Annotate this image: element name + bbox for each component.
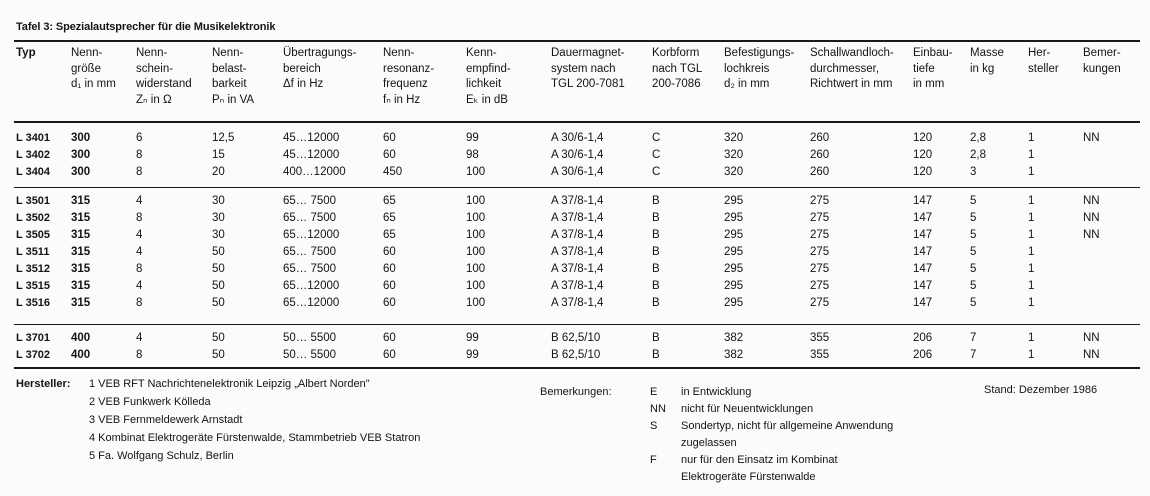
cell-hersteller: 1 (1028, 280, 1035, 292)
cell-schallwandloch: 260 (810, 166, 830, 178)
cell-magnetsystem: A 37/8-1,4 (551, 195, 604, 207)
cell-uebertragungsbereich: 65…12000 (283, 297, 340, 309)
cell-resonanzfrequenz: 60 (383, 297, 396, 309)
bemerkung-text: nicht für Neuentwicklungen (681, 403, 814, 415)
header-typ: Typ (16, 47, 36, 59)
cell-nenngroesse: 315 (71, 246, 91, 258)
cell-bemerkungen: NN (1083, 132, 1100, 144)
cell-typ: L 3404 (16, 166, 51, 178)
cell-uebertragungsbereich: 65… 7500 (283, 195, 337, 207)
cell-bemerkungen: NN (1083, 212, 1100, 224)
cell-korbform: B (652, 297, 660, 309)
header-scheinwiderstand: Nenn- schein- widerstand Zₙ in Ω (136, 47, 192, 106)
header-lochkreis: Befestigungs- lochkreis d₂ in mm (724, 47, 795, 90)
cell-resonanzfrequenz: 60 (383, 132, 396, 144)
cell-belastbarkeit: 15 (212, 149, 225, 161)
cell-kennempfindlichkeit: 100 (466, 280, 486, 292)
cell-korbform: B (652, 280, 660, 292)
cell-einbautiefe: 120 (913, 166, 933, 178)
cell-lochkreis: 382 (724, 332, 744, 344)
cell-kennempfindlichkeit: 100 (466, 297, 486, 309)
cell-kennempfindlichkeit: 99 (466, 349, 479, 361)
cell-magnetsystem: A 37/8-1,4 (551, 263, 604, 275)
cell-schallwandloch: 275 (810, 229, 830, 241)
cell-schallwandloch: 260 (810, 149, 830, 161)
cell-hersteller: 1 (1028, 332, 1035, 344)
cell-magnetsystem: B 62,5/10 (551, 349, 601, 361)
cell-kennempfindlichkeit: 100 (466, 212, 486, 224)
cell-scheinwiderstand: 8 (136, 212, 143, 224)
cell-bemerkungen: NN (1083, 349, 1100, 361)
cell-korbform: C (652, 166, 661, 178)
cell-schallwandloch: 260 (810, 132, 830, 144)
cell-hersteller: 1 (1028, 166, 1035, 178)
cell-masse: 7 (970, 349, 977, 361)
hersteller-label: Hersteller: (16, 378, 71, 390)
cell-resonanzfrequenz: 60 (383, 349, 396, 361)
stand-date: Stand: Dezember 1986 (984, 384, 1098, 396)
cell-masse: 5 (970, 297, 977, 309)
cell-typ: L 3512 (16, 263, 51, 275)
cell-masse: 2,8 (970, 149, 986, 161)
cell-hersteller: 1 (1028, 297, 1035, 309)
cell-lochkreis: 295 (724, 263, 744, 275)
cell-magnetsystem: A 37/8-1,4 (551, 229, 604, 241)
cell-resonanzfrequenz: 450 (383, 166, 403, 178)
header-kennempfindlichkeit: Kenn- empfind- lichkeit Eₖ in dB (466, 47, 511, 106)
table-title: Tafel 3: Spezialautsprecher für die Musikelektronik (16, 21, 276, 33)
cell-resonanzfrequenz: 65 (383, 229, 396, 241)
cell-nenngroesse: 300 (71, 166, 91, 178)
cell-nenngroesse: 300 (71, 149, 91, 161)
cell-uebertragungsbereich: 65… 7500 (283, 263, 337, 275)
bemerkung-text: in Entwicklung (681, 386, 752, 398)
cell-scheinwiderstand: 4 (136, 195, 143, 207)
cell-einbautiefe: 206 (913, 349, 933, 361)
cell-korbform: B (652, 349, 660, 361)
cell-lochkreis: 320 (724, 149, 744, 161)
cell-nenngroesse: 400 (71, 349, 91, 361)
cell-uebertragungsbereich: 65… 7500 (283, 212, 337, 224)
cell-masse: 5 (970, 195, 977, 207)
header-resonanzfrequenz: Nenn- resonanz- frequenz fₙ in Hz (383, 47, 435, 106)
cell-hersteller: 1 (1028, 149, 1035, 161)
cell-hersteller: 1 (1028, 349, 1035, 361)
cell-magnetsystem: A 37/8-1,4 (551, 280, 604, 292)
cell-scheinwiderstand: 8 (136, 166, 143, 178)
cell-masse: 2,8 (970, 132, 986, 144)
header-schallwandloch: Schallwandloch- durchmesser, Richtwert in mm (810, 47, 894, 90)
cell-belastbarkeit: 50 (212, 349, 225, 361)
cell-schallwandloch: 275 (810, 195, 830, 207)
cell-typ: L 3401 (16, 132, 51, 144)
cell-einbautiefe: 147 (913, 297, 933, 309)
cell-hersteller: 1 (1028, 246, 1035, 258)
cell-belastbarkeit: 20 (212, 166, 225, 178)
cell-schallwandloch: 275 (810, 246, 830, 258)
cell-belastbarkeit: 30 (212, 212, 225, 224)
cell-typ: L 3402 (16, 149, 51, 161)
cell-belastbarkeit: 50 (212, 297, 225, 309)
cell-lochkreis: 295 (724, 280, 744, 292)
group-separator (14, 187, 1140, 188)
cell-lochkreis: 382 (724, 349, 744, 361)
cell-nenngroesse: 315 (71, 212, 91, 224)
cell-scheinwiderstand: 8 (136, 263, 143, 275)
cell-nenngroesse: 315 (71, 195, 91, 207)
header-belastbarkeit: Nenn- belast- barkeit Pₙ in VA (212, 47, 255, 106)
bemerkungen-label: Bemerkungen: (540, 386, 612, 398)
cell-belastbarkeit: 50 (212, 332, 225, 344)
cell-schallwandloch: 275 (810, 212, 830, 224)
cell-magnetsystem: A 37/8-1,4 (551, 297, 604, 309)
cell-lochkreis: 320 (724, 166, 744, 178)
cell-hersteller: 1 (1028, 132, 1035, 144)
cell-resonanzfrequenz: 60 (383, 263, 396, 275)
cell-lochkreis: 295 (724, 212, 744, 224)
cell-belastbarkeit: 50 (212, 246, 225, 258)
cell-einbautiefe: 147 (913, 229, 933, 241)
bemerkung-text: zugelassen (681, 437, 737, 449)
cell-einbautiefe: 147 (913, 195, 933, 207)
cell-hersteller: 1 (1028, 195, 1035, 207)
cell-nenngroesse: 400 (71, 332, 91, 344)
cell-nenngroesse: 315 (71, 297, 91, 309)
cell-bemerkungen: NN (1083, 332, 1100, 344)
cell-uebertragungsbereich: 65…12000 (283, 229, 340, 241)
cell-nenngroesse: 300 (71, 132, 91, 144)
cell-resonanzfrequenz: 65 (383, 212, 396, 224)
cell-belastbarkeit: 50 (212, 280, 225, 292)
cell-typ: L 3702 (16, 349, 51, 361)
cell-scheinwiderstand: 4 (136, 246, 143, 258)
header-hersteller: Her- steller (1028, 47, 1059, 75)
cell-uebertragungsbereich: 400…12000 (283, 166, 346, 178)
cell-schallwandloch: 275 (810, 263, 830, 275)
cell-uebertragungsbereich: 45…12000 (283, 149, 340, 161)
cell-resonanzfrequenz: 60 (383, 280, 396, 292)
cell-korbform: B (652, 212, 660, 224)
cell-masse: 5 (970, 280, 977, 292)
cell-masse: 7 (970, 332, 977, 344)
cell-scheinwiderstand: 4 (136, 332, 143, 344)
cell-lochkreis: 295 (724, 297, 744, 309)
cell-schallwandloch: 275 (810, 297, 830, 309)
bemerkung-code: S (650, 420, 658, 432)
bemerkung-code: F (650, 454, 657, 466)
header-nenngroesse: Nenn- größe d₁ in mm (71, 47, 116, 90)
cell-korbform: B (652, 229, 660, 241)
cell-einbautiefe: 120 (913, 149, 933, 161)
cell-nenngroesse: 315 (71, 280, 91, 292)
bemerkung-code: E (650, 386, 658, 398)
cell-uebertragungsbereich: 50… 5500 (283, 349, 337, 361)
cell-lochkreis: 295 (724, 246, 744, 258)
cell-korbform: B (652, 332, 660, 344)
header-einbautiefe: Einbau- tiefe in mm (913, 47, 953, 90)
cell-masse: 3 (970, 166, 977, 178)
cell-einbautiefe: 147 (913, 246, 933, 258)
cell-schallwandloch: 275 (810, 280, 830, 292)
cell-uebertragungsbereich: 65… 7500 (283, 246, 337, 258)
cell-uebertragungsbereich: 45…12000 (283, 132, 340, 144)
cell-typ: L 3502 (16, 212, 51, 224)
cell-typ: L 3701 (16, 332, 51, 344)
cell-hersteller: 1 (1028, 263, 1035, 275)
cell-belastbarkeit: 30 (212, 195, 225, 207)
cell-masse: 5 (970, 246, 977, 258)
cell-typ: L 3501 (16, 195, 51, 207)
header-magnetsystem: Dauermagnet- system nach TGL 200-7081 (551, 47, 625, 90)
cell-magnetsystem: A 37/8-1,4 (551, 246, 604, 258)
cell-kennempfindlichkeit: 99 (466, 132, 479, 144)
cell-korbform: C (652, 132, 661, 144)
cell-resonanzfrequenz: 60 (383, 246, 396, 258)
cell-lochkreis: 320 (724, 132, 744, 144)
cell-masse: 5 (970, 263, 977, 275)
hersteller-item: 5 Fa. Wolfgang Schulz, Berlin (89, 450, 234, 462)
cell-kennempfindlichkeit: 100 (466, 246, 486, 258)
cell-uebertragungsbereich: 50… 5500 (283, 332, 337, 344)
cell-kennempfindlichkeit: 98 (466, 149, 479, 161)
cell-einbautiefe: 147 (913, 280, 933, 292)
cell-hersteller: 1 (1028, 212, 1035, 224)
cell-scheinwiderstand: 8 (136, 149, 143, 161)
cell-kennempfindlichkeit: 100 (466, 229, 486, 241)
cell-scheinwiderstand: 6 (136, 132, 143, 144)
cell-lochkreis: 295 (724, 195, 744, 207)
cell-scheinwiderstand: 4 (136, 229, 143, 241)
cell-korbform: B (652, 263, 660, 275)
header-korbform: Korbform nach TGL 200-7086 (652, 47, 703, 90)
cell-typ: L 3505 (16, 229, 51, 241)
cell-belastbarkeit: 12,5 (212, 132, 235, 144)
cell-bemerkungen: NN (1083, 195, 1100, 207)
cell-masse: 5 (970, 229, 977, 241)
cell-belastbarkeit: 50 (212, 263, 225, 275)
cell-belastbarkeit: 30 (212, 229, 225, 241)
cell-schallwandloch: 355 (810, 349, 830, 361)
cell-magnetsystem: A 30/6-1,4 (551, 166, 604, 178)
header-uebertragungsbereich: Übertragungs- bereich Δf in Hz (283, 47, 357, 90)
cell-typ: L 3511 (16, 246, 50, 258)
cell-resonanzfrequenz: 60 (383, 332, 396, 344)
top-rule (14, 40, 1140, 42)
bemerkung-code: NN (650, 403, 666, 415)
cell-bemerkungen: NN (1083, 229, 1100, 241)
cell-scheinwiderstand: 8 (136, 349, 143, 361)
bemerkung-text: Elektrogeräte Fürstenwalde (681, 471, 816, 483)
bemerkung-text: Sondertyp, nicht für allgemeine Anwendung (681, 420, 894, 432)
hersteller-item: 3 VEB Fernmeldewerk Arnstadt (89, 414, 243, 426)
cell-masse: 5 (970, 212, 977, 224)
cell-korbform: B (652, 195, 660, 207)
cell-uebertragungsbereich: 65…12000 (283, 280, 340, 292)
cell-scheinwiderstand: 8 (136, 297, 143, 309)
cell-magnetsystem: A 30/6-1,4 (551, 132, 604, 144)
cell-einbautiefe: 206 (913, 332, 933, 344)
cell-einbautiefe: 147 (913, 263, 933, 275)
bottom-rule (14, 367, 1140, 369)
cell-einbautiefe: 147 (913, 212, 933, 224)
cell-kennempfindlichkeit: 100 (466, 263, 486, 275)
cell-nenngroesse: 315 (71, 229, 91, 241)
group-separator (14, 324, 1140, 325)
header-rule (14, 121, 1140, 123)
cell-magnetsystem: A 30/6-1,4 (551, 149, 604, 161)
header-masse: Masse in kg (970, 47, 1004, 75)
hersteller-item: 1 VEB RFT Nachrichtenelektronik Leipzig „Albert Norden" (89, 378, 370, 390)
cell-magnetsystem: A 37/8-1,4 (551, 212, 604, 224)
cell-lochkreis: 295 (724, 229, 744, 241)
hersteller-item: 4 Kombinat Elektrogeräte Fürstenwalde, Stammbetrieb VEB Statron (89, 432, 421, 444)
cell-typ: L 3515 (16, 280, 51, 292)
cell-einbautiefe: 120 (913, 132, 933, 144)
cell-magnetsystem: B 62,5/10 (551, 332, 601, 344)
cell-schallwandloch: 355 (810, 332, 830, 344)
cell-kennempfindlichkeit: 99 (466, 332, 479, 344)
cell-resonanzfrequenz: 65 (383, 195, 396, 207)
bemerkung-text: nur für den Einsatz im Kombinat (681, 454, 838, 466)
cell-scheinwiderstand: 4 (136, 280, 143, 292)
header-bemerkungen: Bemer- kungen (1083, 47, 1121, 75)
cell-resonanzfrequenz: 60 (383, 149, 396, 161)
cell-korbform: B (652, 246, 660, 258)
cell-kennempfindlichkeit: 100 (466, 195, 486, 207)
cell-korbform: C (652, 149, 661, 161)
hersteller-item: 2 VEB Funkwerk Kölleda (89, 396, 211, 408)
cell-kennempfindlichkeit: 100 (466, 166, 486, 178)
cell-typ: L 3516 (16, 297, 51, 309)
cell-hersteller: 1 (1028, 229, 1035, 241)
cell-nenngroesse: 315 (71, 263, 91, 275)
